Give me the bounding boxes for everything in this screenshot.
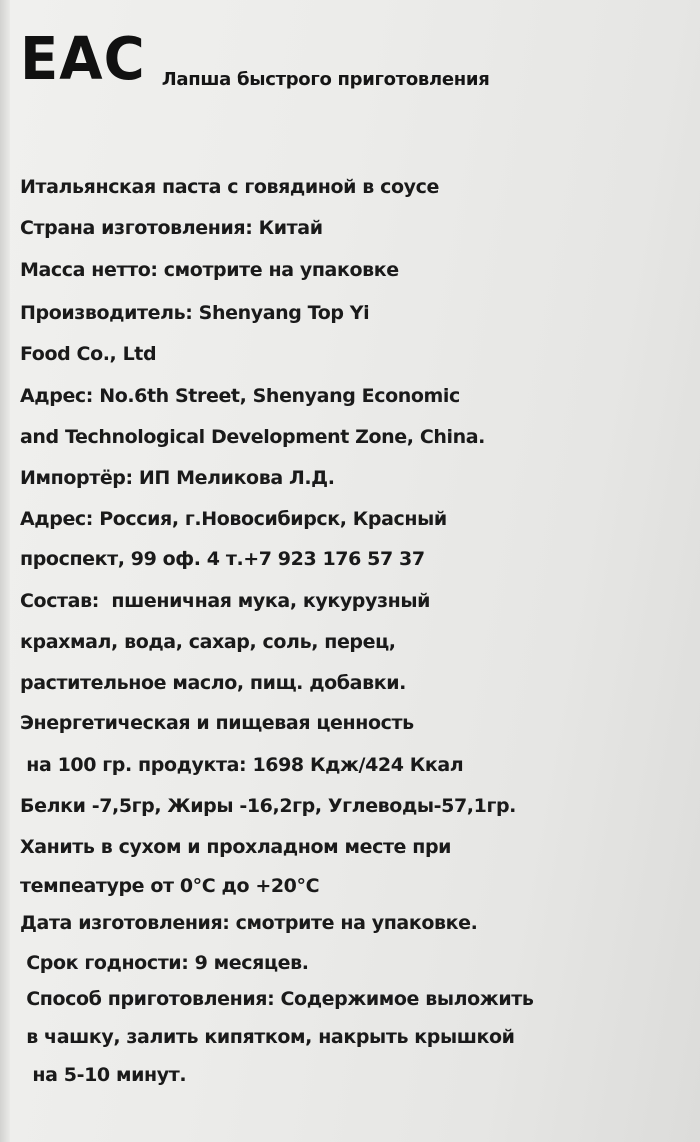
eac-mark: EAC — [20, 25, 146, 94]
text-line: Масса нетто: смотрите на упаковке — [20, 259, 399, 281]
text-line: Ханить в сухом и прохладном месте при — [20, 836, 452, 858]
text-line: Адрес: Россия, г.Новосибирск, Красный — [20, 508, 447, 530]
text-line: Итальянская паста с говядиной в соусе — [20, 176, 439, 198]
text-line: темпеатуре от 0°С до +20°С — [20, 875, 320, 897]
text-line: Способ приготовления: Содержимое выложить — [20, 988, 534, 1010]
text-line: Адрес: No.6th Street, Shenyang Economic — [20, 385, 460, 407]
text-line: в чашку, залить кипятком, накрыть крышкой — [20, 1026, 515, 1048]
text-line: Дата изготовления: смотрите на упаковке. — [20, 912, 478, 934]
text-line: на 5-10 минут. — [20, 1064, 187, 1086]
text-line: крахмал, вода, сахар, соль, перец, — [20, 631, 396, 653]
text-line: Производитель: Shenyang Top Yi — [20, 302, 370, 324]
text-line: Срок годности: 9 месяцев. — [20, 952, 309, 974]
text-line: Страна изготовления: Китай — [20, 217, 323, 239]
text-line: Состав: пшеничная мука, кукурузный — [20, 590, 431, 612]
text-line: and Technological Development Zone, China. — [20, 426, 485, 448]
text-line: Энергетическая и пищевая ценность — [20, 712, 414, 734]
text-line: Импортёр: ИП Меликова Л.Д. — [20, 467, 335, 489]
product-name: Лапша быстрого приготовления — [161, 69, 490, 90]
text-line: на 100 гр. продукта: 1698 Кдж/424 Ккал — [20, 754, 464, 776]
text-line: растительное масло, пищ. добавки. — [20, 672, 406, 694]
text-line: Белки -7,5гр, Жиры -16,2гр, Углеводы-57,1гр. — [20, 795, 516, 817]
text-line: Food Co., Ltd — [20, 343, 157, 365]
text-line: проспект, 99 оф. 4 т.+7 923 176 57 37 — [20, 548, 425, 570]
